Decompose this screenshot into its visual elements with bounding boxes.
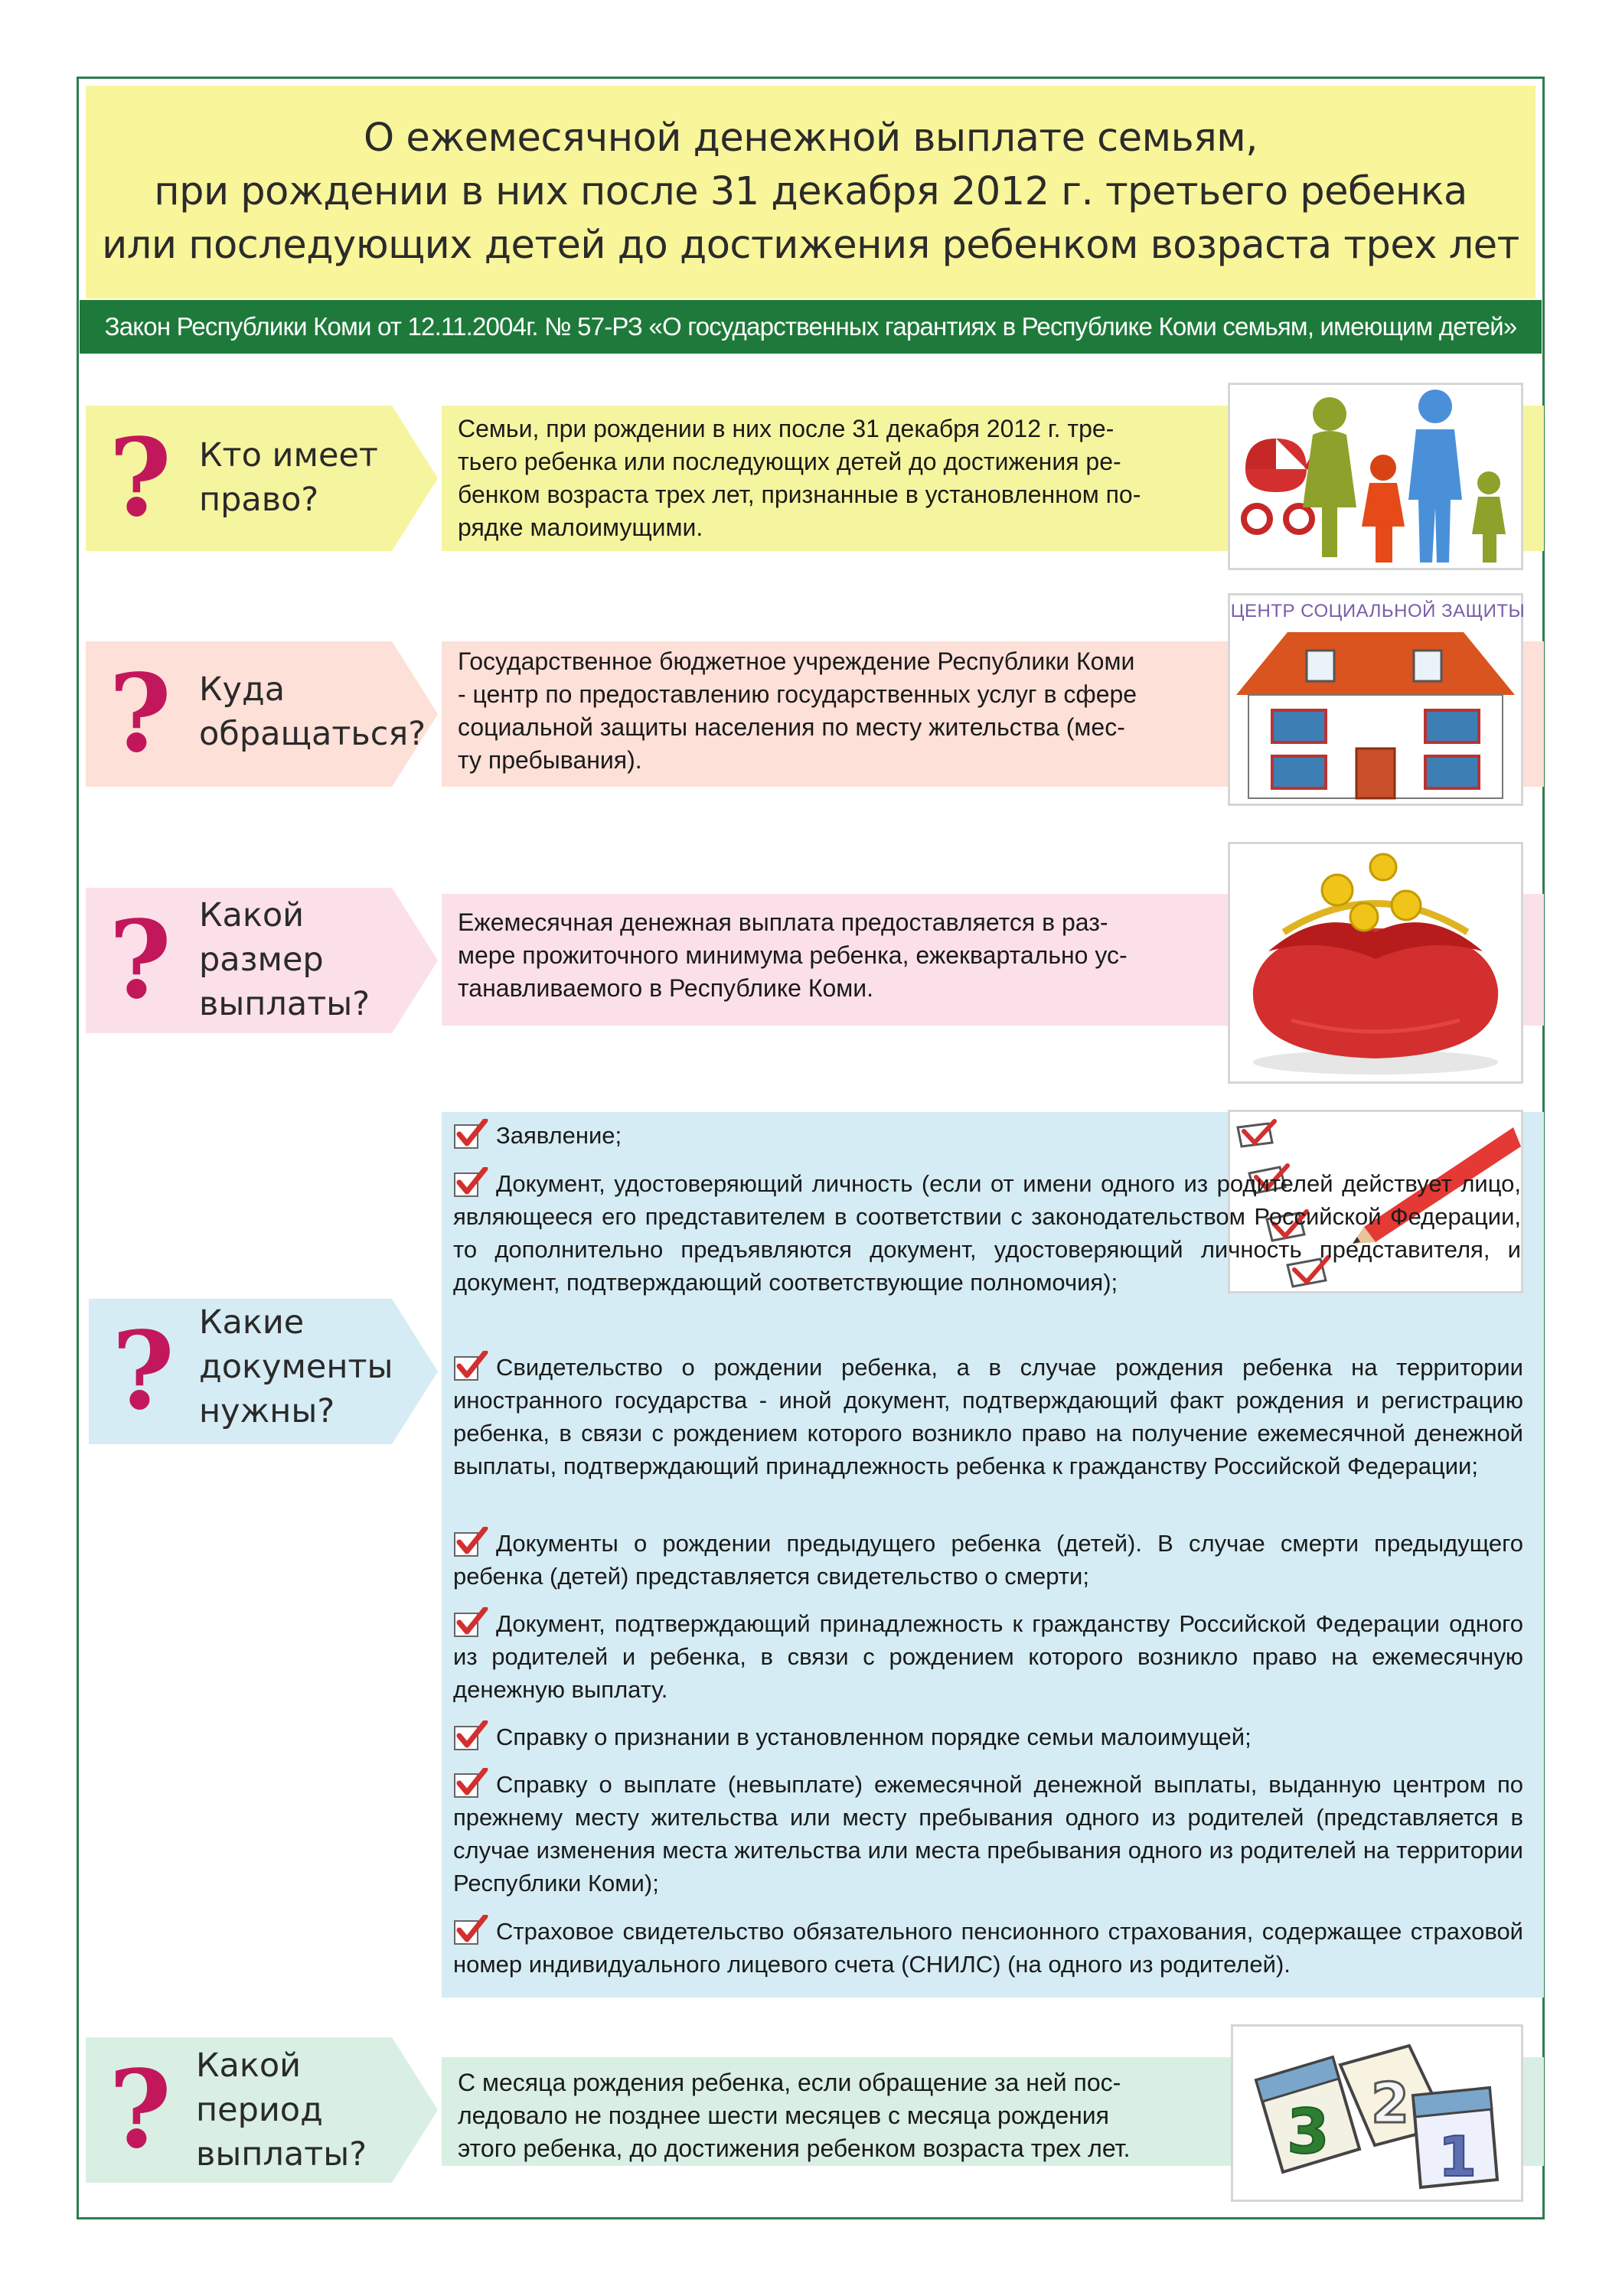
checkbox-checked-icon <box>453 1768 488 1799</box>
purse-coins-illustration <box>1228 842 1523 1084</box>
social-center-illustration <box>1228 593 1523 806</box>
question-tab-documents <box>89 1299 438 1444</box>
checkbox-checked-icon <box>453 1527 488 1557</box>
answer-where: Государственное бюджетное учреждение Республики Коми - центр по предоставлению государственных услуг в сфере социальной защиты населения по месту жительства (мес- ту пребывания). <box>458 647 1137 774</box>
question-mark-icon: ? <box>109 2047 172 2173</box>
question-period: Какой период выплаты? <box>196 2047 367 2174</box>
question-mark-icon: ? <box>109 898 172 1023</box>
checkbox-checked-icon <box>453 1351 488 1381</box>
document-item: Справку о выплате (невыплате) ежемесячной денежной выплаты, выданную центром по прежнему месту жительства или месту пребывания одного из родителей (представляется в случае изменения места жительства или места пребывания одного из родителей на территории Республики Коми); <box>453 1768 1523 1900</box>
question-where: Куда обращаться? <box>199 670 426 753</box>
checkbox-checked-icon <box>453 1119 488 1150</box>
social-center-label: ЦЕНТР СОЦИАЛЬНОЙ ЗАЩИТЫ <box>1230 601 1526 621</box>
calendar-illustration <box>1231 2024 1523 2202</box>
answer-period: С месяца рождения ребенка, если обращение за ней пос- ледовало не позднее шести месяцев с месяца рождения этого ребенка, до достижения ребенком возраста трех лет. <box>458 2069 1131 2162</box>
document-item: Документ, подтверждающий принадлежность к гражданству Российской Федерации одного из родителей и ребенка, в связи с рождением которого возникло право на ежемесячную денежную выплату. <box>453 1607 1523 1706</box>
question-mark-icon: ? <box>109 651 172 777</box>
question-tab-period <box>86 2037 438 2183</box>
question-documents: Какие документы нужны? <box>199 1303 393 1430</box>
question-who: Кто имеет право? <box>199 436 378 519</box>
title-line-2: при рождении в них после 31 декабря 2012 г. третьего ребенка <box>154 169 1467 214</box>
question-amount: Какой размер выплаты? <box>199 896 370 1023</box>
document-item: Заявление; <box>453 1119 1523 1152</box>
question-tab-where <box>86 641 438 787</box>
question-mark-icon: ? <box>112 1309 175 1434</box>
document-item: Документ, удостоверяющий личность (если от имени одного из родителей действует лицо, являющееся его представителем в соответствии с законодательством Российской Федерации, то дополнительно предъявляются документ, удостоверяющий личность представителя, и документ, подтверждающий соответствующие полномочия); <box>453 1167 1521 1299</box>
law-reference: Закон Республики Коми от 12.11.2004г. № 57-РЗ «О государственных гарантиях в Республике Коми семьям, имеющим детей» <box>80 300 1542 354</box>
family-illustration <box>1228 383 1523 570</box>
svg-text:2: 2 <box>1371 2071 1410 2135</box>
answer-who: Семьи, при рождении в них после 31 декабря 2012 г. тре- тьего ребенка или последующих детей до достижения ре- бенком возраста трех лет, признанные в установленном по- рядке малоимущими. <box>458 415 1141 541</box>
answer-amount: Ежемесячная денежная выплата предоставляется в раз- мере прожиточного минимума ребенка, ежеквартально ус- танавливаемого в Республике Коми. <box>458 908 1128 1002</box>
question-mark-icon: ? <box>109 416 172 541</box>
checkbox-checked-icon <box>453 1167 488 1198</box>
title-line-3: или последующих детей до достижения ребенком возраста трех лет <box>102 223 1519 268</box>
checkbox-checked-icon <box>453 1915 488 1945</box>
checkbox-checked-icon <box>453 1720 488 1751</box>
question-tab-amount <box>86 888 438 1033</box>
document-item: Страховое свидетельство обязательного пенсионного страхования, содержащее страховой номер индивидуального лицевого счета (СНИЛС) (на одного из родителей). <box>453 1915 1523 1981</box>
document-item: Справку о признании в установленном порядке семьи малоимущей; <box>453 1720 1523 1753</box>
document-item: Документы о рождении предыдущего ребенка (детей). В случае смерти предыдущего ребенка (детей) представляется свидетельство о смерти; <box>453 1527 1523 1593</box>
title-block <box>86 86 1536 298</box>
checkbox-checked-icon <box>453 1607 488 1638</box>
title-line-1: О ежемесячной денежной выплате семьям, <box>364 116 1258 161</box>
document-item: Свидетельство о рождении ребенка, а в случае рождения ребенка на территории иностранного государства - иной документ, подтверждающий факт рождения и регистрацию ребенка, в связи с рождением которого возникло право на получение ежемесячной денежной выплаты, подтверждающий принадлежность ребенка к гражданству Российской Федерации; <box>453 1351 1523 1482</box>
svg-text:1: 1 <box>1438 2125 1477 2189</box>
svg-text:3: 3 <box>1287 2096 1330 2167</box>
question-tab-who <box>86 406 438 551</box>
